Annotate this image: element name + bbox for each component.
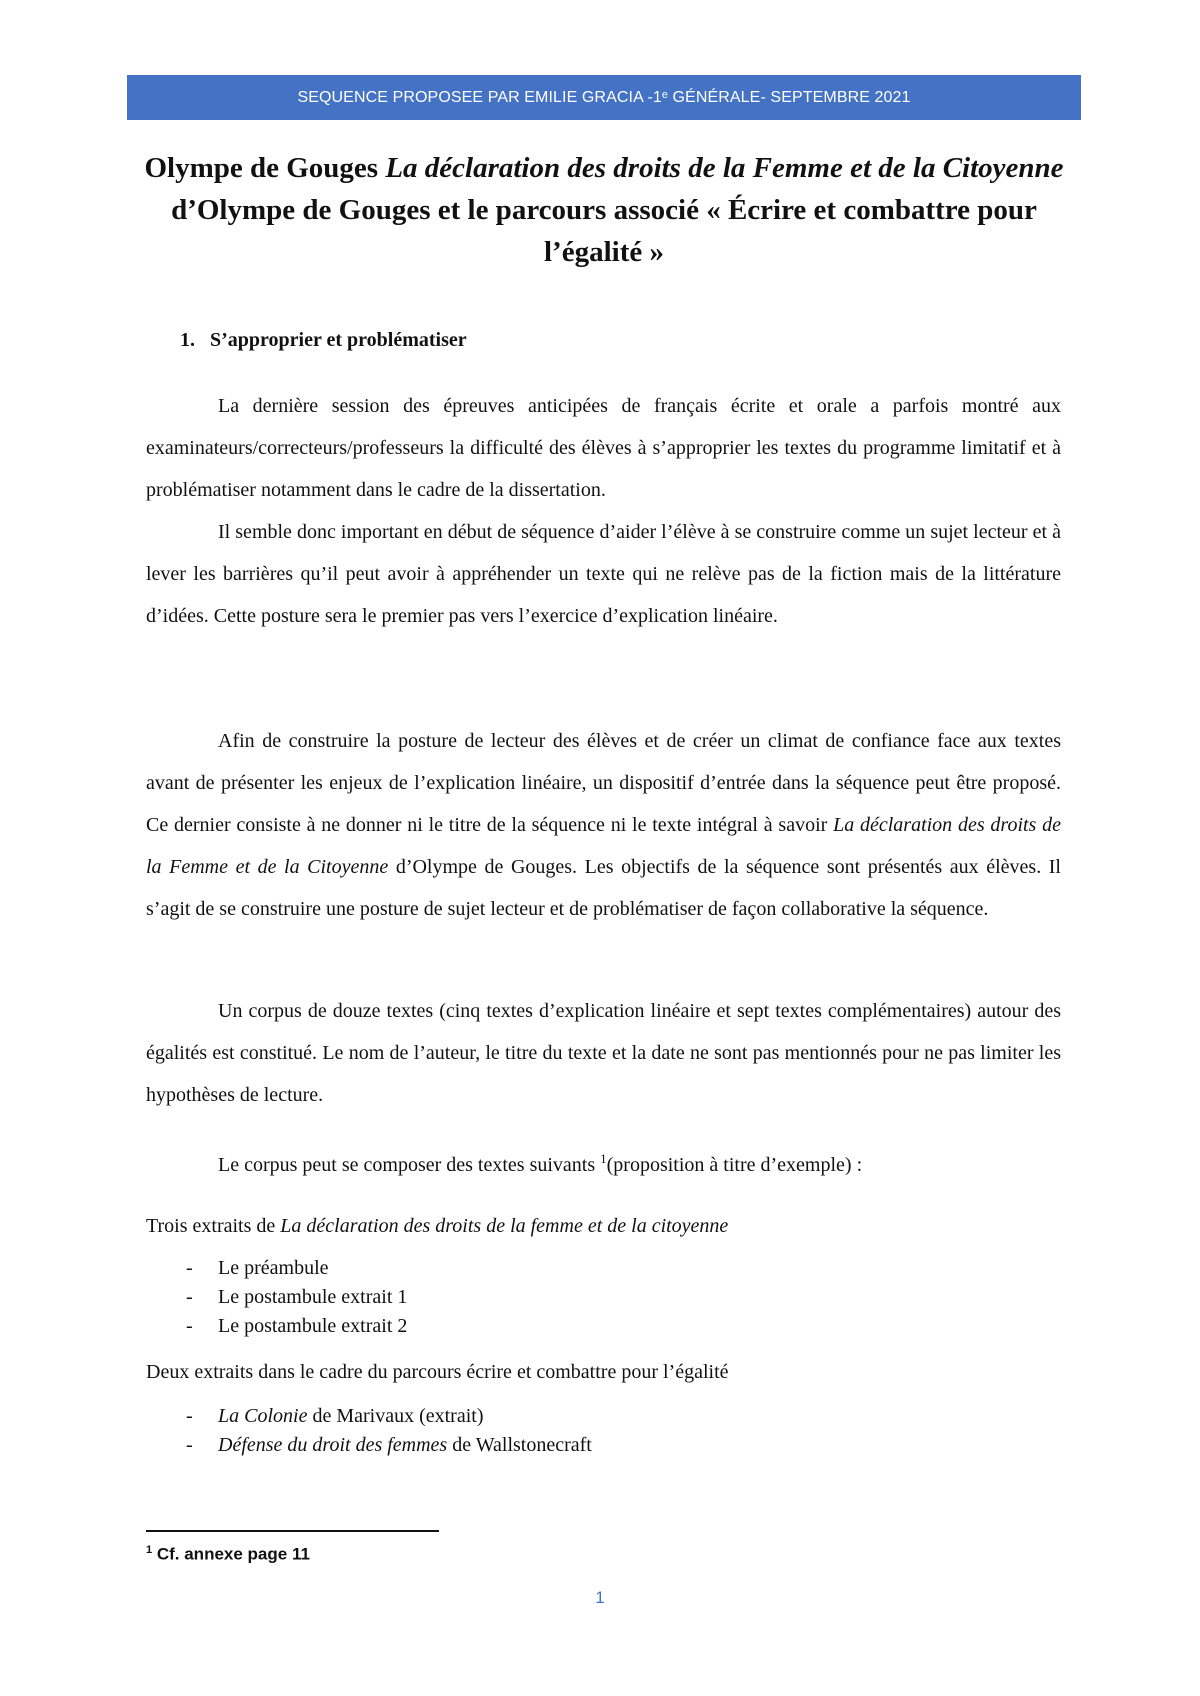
list-item-text: de Wallstonecraft xyxy=(447,1434,592,1456)
paragraph-3 xyxy=(146,720,1061,930)
list-item xyxy=(146,1283,407,1312)
list-item-italic: La Colonie xyxy=(218,1405,308,1427)
list-1-intro xyxy=(146,1212,728,1240)
header-text: SEQUENCE PROPOSEE PAR EMILIE GRACIA -1ᵉ GÉNÉRALE- SEPTEMBRE 2021 xyxy=(297,89,911,106)
footnote-reference[interactable]: 1 xyxy=(600,1151,607,1166)
list-item-text: Le postambule extrait 2 xyxy=(218,1315,408,1337)
list-item-text: Le préambule xyxy=(218,1257,329,1279)
list-2 xyxy=(146,1402,592,1460)
title-part-3: d’Olympe de Gouges et le parcours associé « Écrire et combattre pour l’égalité » xyxy=(171,194,1037,268)
document-title xyxy=(130,147,1078,273)
list-item-text: Le postambule extrait 1 xyxy=(218,1286,408,1308)
dash-bullet: - xyxy=(186,1257,193,1279)
list-2-intro: Deux extraits dans le cadre du parcours écrire et combattre pour l’égalité xyxy=(146,1361,729,1383)
footnote-text: Cf. annexe page 11 xyxy=(152,1544,310,1564)
section-title: S’approprier et problématiser xyxy=(210,329,467,351)
dash-bullet: - xyxy=(186,1434,193,1456)
list-item-italic: Défense du droit des femmes xyxy=(218,1434,448,1456)
list-item xyxy=(146,1254,407,1283)
section-number: 1. xyxy=(180,329,195,351)
list-1-intro-italic: La déclaration des droits de la femme et de la citoyenne xyxy=(280,1215,729,1237)
page-number: 1 xyxy=(595,1588,605,1607)
paragraph-1: La dernière session des épreuves anticipées de français écrite et orale a parfois montré aux examinateurs/correcteurs/professeurs la difficulté des élèves à s’approprier les textes du programme limitatif et à problématiser notamment dans le cadre de la dissertation. xyxy=(146,395,1061,501)
list-item xyxy=(146,1312,407,1341)
header-band xyxy=(127,75,1081,120)
list-1 xyxy=(146,1254,407,1341)
dash-bullet: - xyxy=(186,1286,193,1308)
dash-bullet: - xyxy=(186,1315,193,1337)
footnote xyxy=(146,1538,310,1567)
paragraph-3-italic: La déclaration des droits de la Femme et de la Citoyenne xyxy=(146,814,1061,878)
paragraph-3-part-b: d’Olympe de Gouges. Les objectifs de la séquence sont présentés aux élèves. Il s’agit de se construire une posture de sujet lecteur et de problématiser de façon collaborative la séquence. xyxy=(146,856,1061,920)
list-item xyxy=(146,1431,592,1460)
list-item xyxy=(146,1402,592,1431)
paragraph-5-part-a: Le corpus peut se composer des textes suivants xyxy=(218,1154,601,1176)
paragraph-3-part-a: Afin de construire la posture de lecteur des élèves et de créer un climat de confiance face aux textes avant de présenter les enjeux de l’explication linéaire, un dispositif d’entrée dans la séquence peut être proposé. Ce dernier consiste à ne donner ni le titre de la séquence ni le texte intégral à savoir xyxy=(146,730,1061,836)
title-part-1: Olympe de Gouges xyxy=(144,152,386,184)
list-item-text: de Marivaux (extrait) xyxy=(307,1405,484,1427)
dash-bullet: - xyxy=(186,1405,193,1427)
paragraph-5 xyxy=(146,1144,1061,1186)
title-work-italic: La déclaration des droits de la Femme et de la Citoyenne xyxy=(385,152,1064,184)
footnote-separator xyxy=(146,1530,439,1532)
section-heading xyxy=(180,327,467,353)
list-1-intro-text: Trois extraits de xyxy=(146,1215,281,1237)
paragraph-5-part-b: (proposition à titre d’exemple) : xyxy=(606,1154,863,1176)
paragraph-4: Un corpus de douze textes (cinq textes d’explication linéaire et sept textes complémentaires) autour des égalités est constitué. Le nom de l’auteur, le titre du texte et la date ne sont pas mentionnés pour ne pas limiter les hypothèses de lecture. xyxy=(146,1000,1061,1106)
paragraph-2: Il semble donc important en début de séquence d’aider l’élève à se construire comme un sujet lecteur et à lever les barrières qu’il peut avoir à appréhender un texte qui ne relève pas de la fiction mais de la littérature d’idées. Cette posture sera le premier pas vers l’exercice d’explication linéaire. xyxy=(146,521,1061,627)
footnote-marker: 1 xyxy=(146,1544,153,1556)
